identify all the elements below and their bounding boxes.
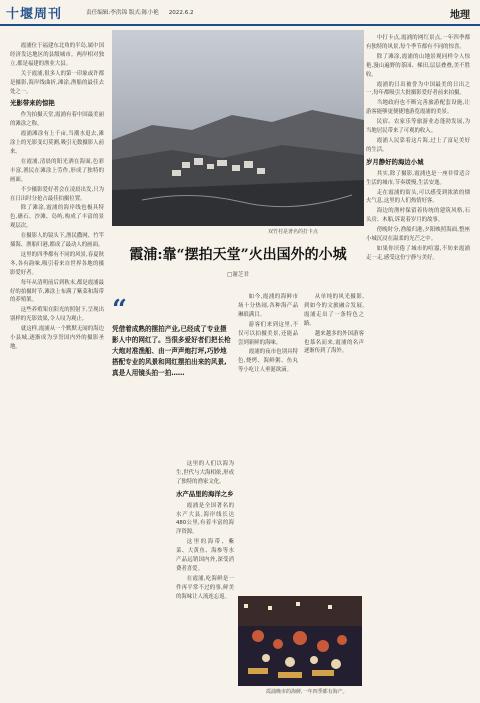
section-heading: 岁月静好的海边小城: [366, 157, 424, 166]
paragraph: 每年从清明前后到秋末,都是霞浦最好的拍摄时节,滩涂上布满了紫菜和海带的养殖架。: [10, 279, 104, 304]
publication-logo: 十堰周刊: [6, 7, 63, 22]
paragraph: 霞浦的日出被誉为中国最美的日出之一,每年都吸引大批摄影爱好者前来拍摄。: [366, 81, 470, 97]
paragraph: 在霞浦,清晨的阳光洒在海面,色彩丰富,渔民在滩涂上劳作,形成了独特的画面。: [10, 158, 104, 183]
text-column-5: [304, 293, 364, 593]
paragraph: 走在霞浦的街头,可以感受到浓浓的烟火气息,这里的人们热情好客。: [366, 189, 470, 205]
paragraph: 在摄影人的镜头下,渔民撒网、竹竿插海、渔船归港,都成了最动人的画面。: [10, 233, 104, 249]
paragraph: 关于霞浦,很多人的第一印象或许都是摄影,海岸线曲折,滩涂,渔船的最佳去处之一。: [10, 70, 104, 95]
paragraph: 从单纯的风光摄影,到如今的文旅融合发展,霞浦走出了一条特色之路。: [304, 294, 364, 327]
section-title: 地理: [450, 10, 470, 21]
article-title: 霞浦:靠“摆拍天堂”火出国外的小城: [129, 247, 347, 263]
paragraph: 海边的渔村保留着传统的建筑风格,石头房、木船,诉说着岁月的故事。: [366, 208, 470, 224]
pull-quote-text: 凭借着成熟的摆拍产业,已经成了专业摄影人中的网红了。当很多爱好者们把长枪大炮对准渔船、由一声声炮打坪,巧妙地搭配专业的风景和网红摆拍出来的风景,真是人用镜头拍一拍……: [112, 325, 231, 377]
seafood-market-image: [238, 596, 362, 686]
paragraph: 这些养殖架在阳光的照射下,呈现出别样的光影效果,令人叹为观止。: [10, 307, 104, 323]
paragraph: 这里的海带、紫菜、大黄鱼、海参等水产品远销国内外,深受消费者喜爱。: [176, 539, 234, 572]
paragraph: 霞浦的夜市也别具特色,烧烤、海鲜粥、鱼丸等小吃让人垂涎欲滴。: [238, 349, 298, 374]
paragraph: 除了滩涂,霞浦的山地景观同样令人惊艳,漫山遍野的茶园、梯田,层层叠叠,美不胜收。: [366, 53, 470, 78]
paragraph: 在霞浦,吃海鲜是一件再平常不过的事,鲜美的海味让人流连忘返。: [176, 575, 234, 600]
pull-quote: [112, 295, 232, 455]
paragraph: 其实,除了摄影,霞浦也是一座非常适合生活的城市,节奏缓慢,生活安逸。: [366, 170, 470, 186]
coastal-village-image: [112, 30, 364, 226]
text-column-right: [366, 34, 470, 692]
paragraph: 这里的四季都有不同的风景,春夏秋冬,各有韵味,吸引着来自世界各地的摄影爱好者。: [10, 251, 104, 276]
seafood-market-photo: [238, 596, 362, 686]
paragraph: 傍晚时分,渔船归港,夕阳映照海面,整座小城沉浸在温柔的光芒之中。: [366, 227, 470, 243]
paragraph: 民宿、农家乐等旅游业态蓬勃发展,为当地居民带来了可观的收入。: [366, 119, 470, 135]
coastal-village-photo: [112, 30, 364, 226]
paragraph: 当地政府也不断完善旅游配套设施,让游客能够更便捷地游览霞浦的美景。: [366, 100, 470, 116]
paragraph: 这里的人们以海为生,世代与大海相依,形成了独特的渔家文化。: [176, 461, 234, 485]
paragraph: 中打卡点,霞浦的网红景点,一年四季都有独特的风景,每个季节都有不同的惊喜。: [366, 35, 470, 50]
page-header: [0, 0, 480, 26]
text-column-4: [238, 293, 298, 593]
article-author: □谢芝君: [226, 272, 250, 278]
paragraph: 作为拍摄天堂,霞浦有着中国最美丽的滩涂之称。: [10, 112, 104, 128]
paragraph: 霞浦人民靠着这片海,过上了富足美好的生活。: [366, 137, 470, 153]
text-column-1: [10, 42, 104, 692]
paragraph: 不少摄影爱好者会在凌晨出发,只为在日出时分抢占最佳拍摄位置。: [10, 186, 104, 202]
paragraph: 如今,霞浦的海鲜市场十分热闹,各种海产品琳琅满目。: [238, 294, 298, 318]
editor-info: 责任编辑:李洪锦 版式:陈小艳: [86, 10, 159, 16]
publication-date: 2022.6.2: [168, 10, 194, 16]
section-heading: 光影带来的惊艳: [10, 99, 55, 108]
paragraph: 如果你厌倦了城市的喧嚣,不妨来霞浦走一走,感受这份宁静与美好。: [366, 245, 470, 261]
paragraph: 游客们来到这里,不仅可以拍摄美景,还能品尝到新鲜的海味。: [238, 321, 298, 346]
paragraph: 除了滩涂,霞浦的海岸线也极具特色,礁石、沙滩、岛屿,构成了丰富的景观层次。: [10, 205, 104, 230]
bottom-photo-caption: 霞浦晚市的海鲜,一年四季都有海产。: [266, 689, 348, 695]
paragraph: 霞浦位于福建东北角的半岛,属中国经济发达地区的县级城市。两岸相对独立,都是福建的渔业大县。: [10, 43, 104, 67]
quote-mark-icon: “: [112, 295, 127, 325]
paragraph: 越来越多的外国游客也慕名而来,霞浦的名声逐渐传到了海外。: [304, 330, 364, 355]
paragraph: 霞浦滩涂有上千亩,当潮水退去,滩涂上的光影变幻莫测,吸引无数摄影人前来。: [10, 131, 104, 155]
section-heading: 水产品里的海洋之乡: [176, 489, 234, 498]
text-column-3: [176, 460, 234, 692]
paragraph: 霞浦是全国著名的水产大县,海岸线长达480公里,有着丰富的海洋资源。: [176, 502, 234, 536]
top-photo-caption: 双竹村是著名的打卡点: [268, 229, 319, 235]
paragraph: 就这样,霞浦从一个默默无闻的海边小县城,逐渐成为享誉国内外的摄影圣地。: [10, 326, 104, 350]
editor-meta: [86, 8, 194, 16]
article-title-block: [112, 240, 364, 282]
